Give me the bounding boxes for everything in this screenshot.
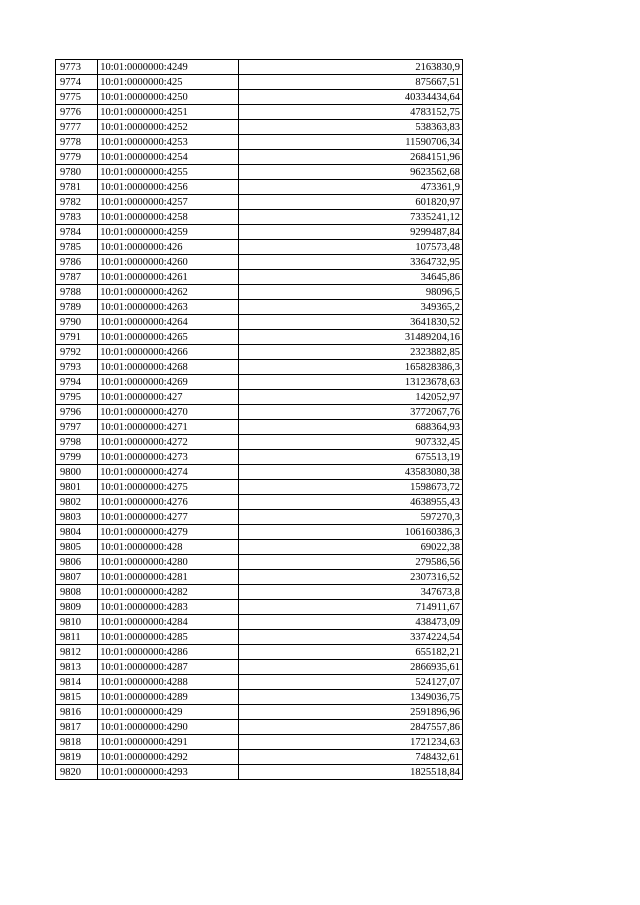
table-row	[56, 555, 463, 570]
cadastral-code-cell: 10:01:0000000:4292	[98, 750, 239, 765]
value-cell: 98096,5	[238, 285, 462, 300]
cadastral-code-cell: 10:01:0000000:4264	[98, 315, 239, 330]
row-number-cell: 9800	[56, 465, 98, 480]
row-number-cell: 9797	[56, 420, 98, 435]
table-row	[56, 615, 463, 630]
table-row	[56, 375, 463, 390]
value-cell: 9623562,68	[238, 165, 462, 180]
table-row	[56, 285, 463, 300]
cadastral-code-cell: 10:01:0000000:4274	[98, 465, 239, 480]
data-table	[55, 59, 463, 780]
table-row	[56, 645, 463, 660]
row-number-cell: 9781	[56, 180, 98, 195]
value-cell: 142052,97	[238, 390, 462, 405]
table-row	[56, 345, 463, 360]
cadastral-code-cell: 10:01:0000000:4249	[98, 60, 239, 75]
table-row	[56, 105, 463, 120]
cadastral-code-cell: 10:01:0000000:4283	[98, 600, 239, 615]
cadastral-code-cell: 10:01:0000000:4285	[98, 630, 239, 645]
cadastral-code-cell: 10:01:0000000:4276	[98, 495, 239, 510]
cadastral-code-cell: 10:01:0000000:4272	[98, 435, 239, 450]
row-number-cell: 9783	[56, 210, 98, 225]
cadastral-code-cell: 10:01:0000000:4265	[98, 330, 239, 345]
row-number-cell: 9808	[56, 585, 98, 600]
table-row	[56, 120, 463, 135]
cadastral-code-cell: 10:01:0000000:4256	[98, 180, 239, 195]
value-cell: 3772067,76	[238, 405, 462, 420]
value-cell: 349365,2	[238, 300, 462, 315]
table-row	[56, 450, 463, 465]
table-row	[56, 750, 463, 765]
row-number-cell: 9810	[56, 615, 98, 630]
value-cell: 7335241,12	[238, 210, 462, 225]
value-cell: 69022,38	[238, 540, 462, 555]
row-number-cell: 9816	[56, 705, 98, 720]
cadastral-code-cell: 10:01:0000000:4252	[98, 120, 239, 135]
row-number-cell: 9813	[56, 660, 98, 675]
value-cell: 438473,09	[238, 615, 462, 630]
value-cell: 4783152,75	[238, 105, 462, 120]
row-number-cell: 9819	[56, 750, 98, 765]
value-cell: 907332,45	[238, 435, 462, 450]
value-cell: 34645,86	[238, 270, 462, 285]
value-cell: 106160386,3	[238, 525, 462, 540]
cadastral-code-cell: 10:01:0000000:4250	[98, 90, 239, 105]
value-cell: 165828386,3	[238, 360, 462, 375]
cadastral-code-cell: 10:01:0000000:4268	[98, 360, 239, 375]
value-cell: 13123678,63	[238, 375, 462, 390]
value-cell: 675513,19	[238, 450, 462, 465]
row-number-cell: 9779	[56, 150, 98, 165]
table-row	[56, 705, 463, 720]
cadastral-code-cell: 10:01:0000000:4254	[98, 150, 239, 165]
cadastral-code-cell: 10:01:0000000:4262	[98, 285, 239, 300]
row-number-cell: 9784	[56, 225, 98, 240]
value-cell: 601820,97	[238, 195, 462, 210]
value-cell: 9299487,84	[238, 225, 462, 240]
cadastral-code-cell: 10:01:0000000:4279	[98, 525, 239, 540]
row-number-cell: 9782	[56, 195, 98, 210]
row-number-cell: 9801	[56, 480, 98, 495]
row-number-cell: 9773	[56, 60, 98, 75]
value-cell: 2684151,96	[238, 150, 462, 165]
cadastral-code-cell: 10:01:0000000:4258	[98, 210, 239, 225]
row-number-cell: 9807	[56, 570, 98, 585]
table-row	[56, 420, 463, 435]
table-row	[56, 135, 463, 150]
value-cell: 40334434,64	[238, 90, 462, 105]
value-cell: 2323882,85	[238, 345, 462, 360]
value-cell: 4638955,43	[238, 495, 462, 510]
row-number-cell: 9789	[56, 300, 98, 315]
row-number-cell: 9792	[56, 345, 98, 360]
value-cell: 538363,83	[238, 120, 462, 135]
value-cell: 107573,48	[238, 240, 462, 255]
table-row	[56, 90, 463, 105]
cadastral-code-cell: 10:01:0000000:4266	[98, 345, 239, 360]
cadastral-code-cell: 10:01:0000000:4259	[98, 225, 239, 240]
cadastral-code-cell: 10:01:0000000:4275	[98, 480, 239, 495]
row-number-cell: 9788	[56, 285, 98, 300]
cadastral-code-cell: 10:01:0000000:4281	[98, 570, 239, 585]
table-row	[56, 150, 463, 165]
cadastral-code-cell: 10:01:0000000:4255	[98, 165, 239, 180]
value-cell: 473361,9	[238, 180, 462, 195]
value-cell: 279586,56	[238, 555, 462, 570]
row-number-cell: 9815	[56, 690, 98, 705]
table-row	[56, 600, 463, 615]
table-row	[56, 630, 463, 645]
table-row	[56, 585, 463, 600]
row-number-cell: 9786	[56, 255, 98, 270]
row-number-cell: 9785	[56, 240, 98, 255]
row-number-cell: 9818	[56, 735, 98, 750]
table-row	[56, 525, 463, 540]
cadastral-code-cell: 10:01:0000000:427	[98, 390, 239, 405]
value-cell: 2847557,86	[238, 720, 462, 735]
table-row	[56, 720, 463, 735]
cadastral-code-cell: 10:01:0000000:4282	[98, 585, 239, 600]
cadastral-code-cell: 10:01:0000000:425	[98, 75, 239, 90]
value-cell: 1721234,63	[238, 735, 462, 750]
table-row	[56, 510, 463, 525]
row-number-cell: 9776	[56, 105, 98, 120]
table-row	[56, 330, 463, 345]
cadastral-code-cell: 10:01:0000000:4270	[98, 405, 239, 420]
table-row	[56, 360, 463, 375]
value-cell: 2866935,61	[238, 660, 462, 675]
cadastral-code-cell: 10:01:0000000:4251	[98, 105, 239, 120]
cadastral-code-cell: 10:01:0000000:4273	[98, 450, 239, 465]
cadastral-code-cell: 10:01:0000000:428	[98, 540, 239, 555]
row-number-cell: 9798	[56, 435, 98, 450]
row-number-cell: 9811	[56, 630, 98, 645]
row-number-cell: 9805	[56, 540, 98, 555]
cadastral-code-cell: 10:01:0000000:4277	[98, 510, 239, 525]
row-number-cell: 9790	[56, 315, 98, 330]
value-cell: 3641830,52	[238, 315, 462, 330]
table-row	[56, 315, 463, 330]
value-cell: 2163830,9	[238, 60, 462, 75]
value-cell: 347673,8	[238, 585, 462, 600]
cadastral-code-cell: 10:01:0000000:4269	[98, 375, 239, 390]
cadastral-code-cell: 10:01:0000000:4263	[98, 300, 239, 315]
row-number-cell: 9777	[56, 120, 98, 135]
table-row	[56, 390, 463, 405]
row-number-cell: 9780	[56, 165, 98, 180]
row-number-cell: 9775	[56, 90, 98, 105]
value-cell: 1349036,75	[238, 690, 462, 705]
row-number-cell: 9799	[56, 450, 98, 465]
row-number-cell: 9802	[56, 495, 98, 510]
value-cell: 655182,21	[238, 645, 462, 660]
table-row	[56, 210, 463, 225]
table-row	[56, 300, 463, 315]
table-row	[56, 255, 463, 270]
table-row	[56, 675, 463, 690]
table-row	[56, 405, 463, 420]
row-number-cell: 9791	[56, 330, 98, 345]
row-number-cell: 9817	[56, 720, 98, 735]
table-body	[56, 60, 463, 780]
cadastral-code-cell: 10:01:0000000:4260	[98, 255, 239, 270]
table-row	[56, 480, 463, 495]
cadastral-code-cell: 10:01:0000000:4288	[98, 675, 239, 690]
value-cell: 11590706,34	[238, 135, 462, 150]
value-cell: 3374224,54	[238, 630, 462, 645]
cadastral-code-cell: 10:01:0000000:4271	[98, 420, 239, 435]
value-cell: 714911,67	[238, 600, 462, 615]
table-row	[56, 465, 463, 480]
cadastral-code-cell: 10:01:0000000:4286	[98, 645, 239, 660]
row-number-cell: 9794	[56, 375, 98, 390]
row-number-cell: 9806	[56, 555, 98, 570]
value-cell: 688364,93	[238, 420, 462, 435]
cadastral-code-cell: 10:01:0000000:4253	[98, 135, 239, 150]
value-cell: 31489204,16	[238, 330, 462, 345]
value-cell: 3364732,95	[238, 255, 462, 270]
cadastral-code-cell: 10:01:0000000:4290	[98, 720, 239, 735]
table-row	[56, 165, 463, 180]
row-number-cell: 9787	[56, 270, 98, 285]
value-cell: 524127,07	[238, 675, 462, 690]
value-cell: 43583080,38	[238, 465, 462, 480]
cadastral-code-cell: 10:01:0000000:4280	[98, 555, 239, 570]
value-cell: 2307316,52	[238, 570, 462, 585]
row-number-cell: 9820	[56, 765, 98, 780]
table-row	[56, 690, 463, 705]
row-number-cell: 9812	[56, 645, 98, 660]
value-cell: 748432,61	[238, 750, 462, 765]
cadastral-code-cell: 10:01:0000000:429	[98, 705, 239, 720]
row-number-cell: 9795	[56, 390, 98, 405]
value-cell: 875667,51	[238, 75, 462, 90]
cadastral-code-cell: 10:01:0000000:4284	[98, 615, 239, 630]
table-row	[56, 540, 463, 555]
cadastral-code-cell: 10:01:0000000:4289	[98, 690, 239, 705]
row-number-cell: 9809	[56, 600, 98, 615]
value-cell: 597270,3	[238, 510, 462, 525]
row-number-cell: 9804	[56, 525, 98, 540]
table-row	[56, 75, 463, 90]
table-row	[56, 495, 463, 510]
table-row	[56, 60, 463, 75]
row-number-cell: 9778	[56, 135, 98, 150]
value-cell: 2591896,96	[238, 705, 462, 720]
table-row	[56, 660, 463, 675]
cadastral-code-cell: 10:01:0000000:4257	[98, 195, 239, 210]
table-row	[56, 240, 463, 255]
row-number-cell: 9793	[56, 360, 98, 375]
row-number-cell: 9814	[56, 675, 98, 690]
cadastral-code-cell: 10:01:0000000:4291	[98, 735, 239, 750]
cadastral-code-cell: 10:01:0000000:4261	[98, 270, 239, 285]
table-row	[56, 270, 463, 285]
value-cell: 1825518,84	[238, 765, 462, 780]
cadastral-code-cell: 10:01:0000000:4293	[98, 765, 239, 780]
value-cell: 1598673,72	[238, 480, 462, 495]
row-number-cell: 9796	[56, 405, 98, 420]
cadastral-code-cell: 10:01:0000000:4287	[98, 660, 239, 675]
table-row	[56, 735, 463, 750]
table-row	[56, 180, 463, 195]
table-row	[56, 570, 463, 585]
table-row	[56, 195, 463, 210]
cadastral-code-cell: 10:01:0000000:426	[98, 240, 239, 255]
row-number-cell: 9774	[56, 75, 98, 90]
table-row	[56, 765, 463, 780]
table-row	[56, 435, 463, 450]
row-number-cell: 9803	[56, 510, 98, 525]
table-row	[56, 225, 463, 240]
